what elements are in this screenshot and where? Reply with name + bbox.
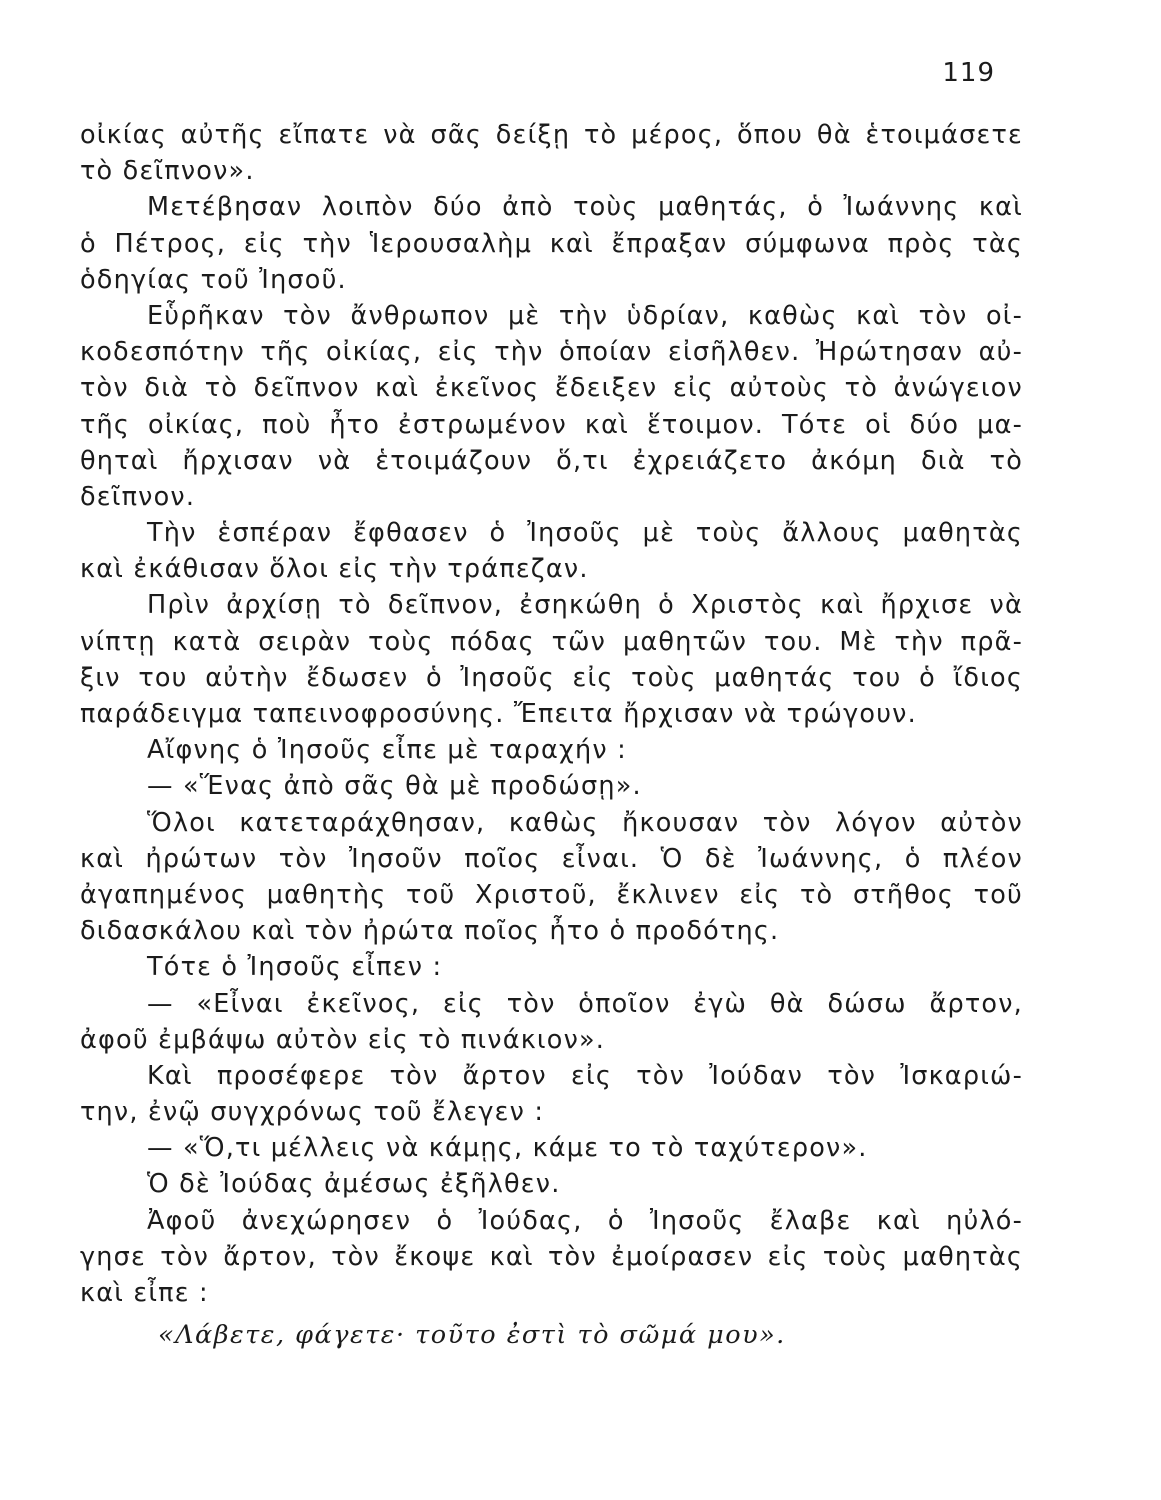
text-line: την, ἐνῷ συγχρόνως τοῦ ἔλεγεν : [80,1097,545,1128]
text-line: ξιν του αὐτὴν ἔδωσεν ὁ Ἰησοῦς εἰς τοὺς μαθητάς του ὁ ἴδιος [80,662,1023,693]
text-line: διδασκάλου καὶ τὸν ἠρώτα ποῖος ἦτο ὁ προδότης. [80,916,780,947]
text-line: καὶ ἠρώτων τὸν Ἰησοῦν ποῖος εἶναι. Ὁ δὲ Ἰωάννης, ὁ πλέον [80,843,1023,874]
text-line: Πρὶν ἀρχίσῃ τὸ δεῖπνον, ἐσηκώθη ὁ Χριστὸς καὶ ἤρχισε νὰ [147,590,1023,621]
text-line: Τὴν ἑσπέραν ἔφθασεν ὁ Ἰησοῦς μὲ τοὺς ἄλλους μαθητὰς [147,518,1023,549]
text-line: Εὗρῆκαν τὸν ἄνθρωπον μὲ τὴν ὑδρίαν, καθὼς καὶ τὸν οἰ- [147,300,1023,331]
text-line: ὁ Πέτρος, εἰς τὴν Ἱερουσαλὴμ καὶ ἔπραξαν σύμφωνα πρὸς τὰς [80,228,1023,259]
text-line: γησε τὸν ἄρτον, τὸν ἔκοψε καὶ τὸν ἐμοίρασεν εἰς τοὺς μαθητὰς [80,1241,1023,1272]
text-line: — «Ὅ,τι μέλλεις νὰ κάμῃς, κάμε το τὸ ταχύτερον». [147,1133,868,1164]
text-line: οἰκίας αὐτῆς εἴπατε νὰ σᾶς δείξῃ τὸ μέρος, ὅπου θὰ ἑτοιμάσετε [80,120,1023,150]
text-line: Μετέβησαν λοιπὸν δύο ἀπὸ τοὺς μαθητάς, ὁ Ἰωάννης καὶ [147,192,1023,223]
text-line: νίπτῃ κατὰ σειρὰν τοὺς πόδας τῶν μαθητῶν του. Μὲ τὴν πρᾶ- [80,626,1023,657]
text-line: Ὅλοι κατεταράχθησαν, καθὼς ἤκουσαν τὸν λόγον αὐτὸν [147,807,1023,838]
text-line: κοδεσπότην τῆς οἰκίας, εἰς τὴν ὁποίαν εἰσῆλθεν. Ἠρώτησαν αὐ- [80,337,1023,368]
text-line: Αἴφνης ὁ Ἰησοῦς εἶπε μὲ ταραχήν : [147,735,627,766]
text-line: παράδειγμα ταπεινοφροσύνης. Ἔπειτα ἤρχισαν νὰ τρώγουν. [80,699,917,729]
text-line: ὁδηγίας τοῦ Ἰησοῦ. [80,264,347,295]
page-number: 119 [942,58,995,88]
text-line: — «Ἕνας ἀπὸ σᾶς θὰ μὲ προδώσῃ». [147,771,642,802]
text-line: καὶ εἶπε : [80,1278,209,1308]
text-line: Ὁ δὲ Ἰούδας ἀμέσως ἐξῆλθεν. [147,1169,561,1200]
text-line: τὸ δεῖπνον». [80,156,255,187]
text-line: δεῖπνον. [80,481,196,512]
text-line: τὸν διὰ τὸ δεῖπνον καὶ ἐκεῖνος ἔδειξεν εἰς αὐτοὺς τὸ ἀνώγειον [80,373,1023,404]
text-line: θηταὶ ἤρχισαν νὰ ἑτοιμάζουν ὅ,τι ἐχρειάζετο ἀκόμη διὰ τὸ [80,445,1023,476]
body-text [80,117,1023,1311]
text-line: — «Εἶναι ἐκεῖνος, εἰς τὸν ὁποῖον ἐγὼ θὰ δώσω ἄρτον, [147,988,1023,1019]
text-line: καὶ ἐκάθισαν ὅλοι εἰς τὴν τράπεζαν. [80,554,589,585]
text-line: τῆς οἰκίας, ποὺ ἦτο ἐστρωμένον καὶ ἕτοιμον. Τότε οἱ δύο μα- [80,409,1023,440]
text-line: ἀφοῦ ἐμβάψω αὐτὸν εἰς τὸ πινάκιον». [80,1024,606,1055]
text-line: Καὶ προσέφερε τὸν ἄρτον εἰς τὸν Ἰούδαν τὸν Ἰσκαριώ- [147,1060,1023,1091]
text-line: Τότε ὁ Ἰησοῦς εἶπεν : [147,952,443,983]
text-line: Ἀφοῦ ἀνεχώρησεν ὁ Ἰούδας, ὁ Ἰησοῦς ἔλαβε καὶ ηὐλό- [147,1205,1023,1236]
closing-quote: «Λάβετε, φάγετε· τοῦτο ἐστὶ τὸ σῶμά μου». [158,1320,786,1350]
text-line: ἀγαπημένος μαθητὴς τοῦ Χριστοῦ, ἔκλινεν εἰς τὸ στῆθος τοῦ [80,879,1023,910]
